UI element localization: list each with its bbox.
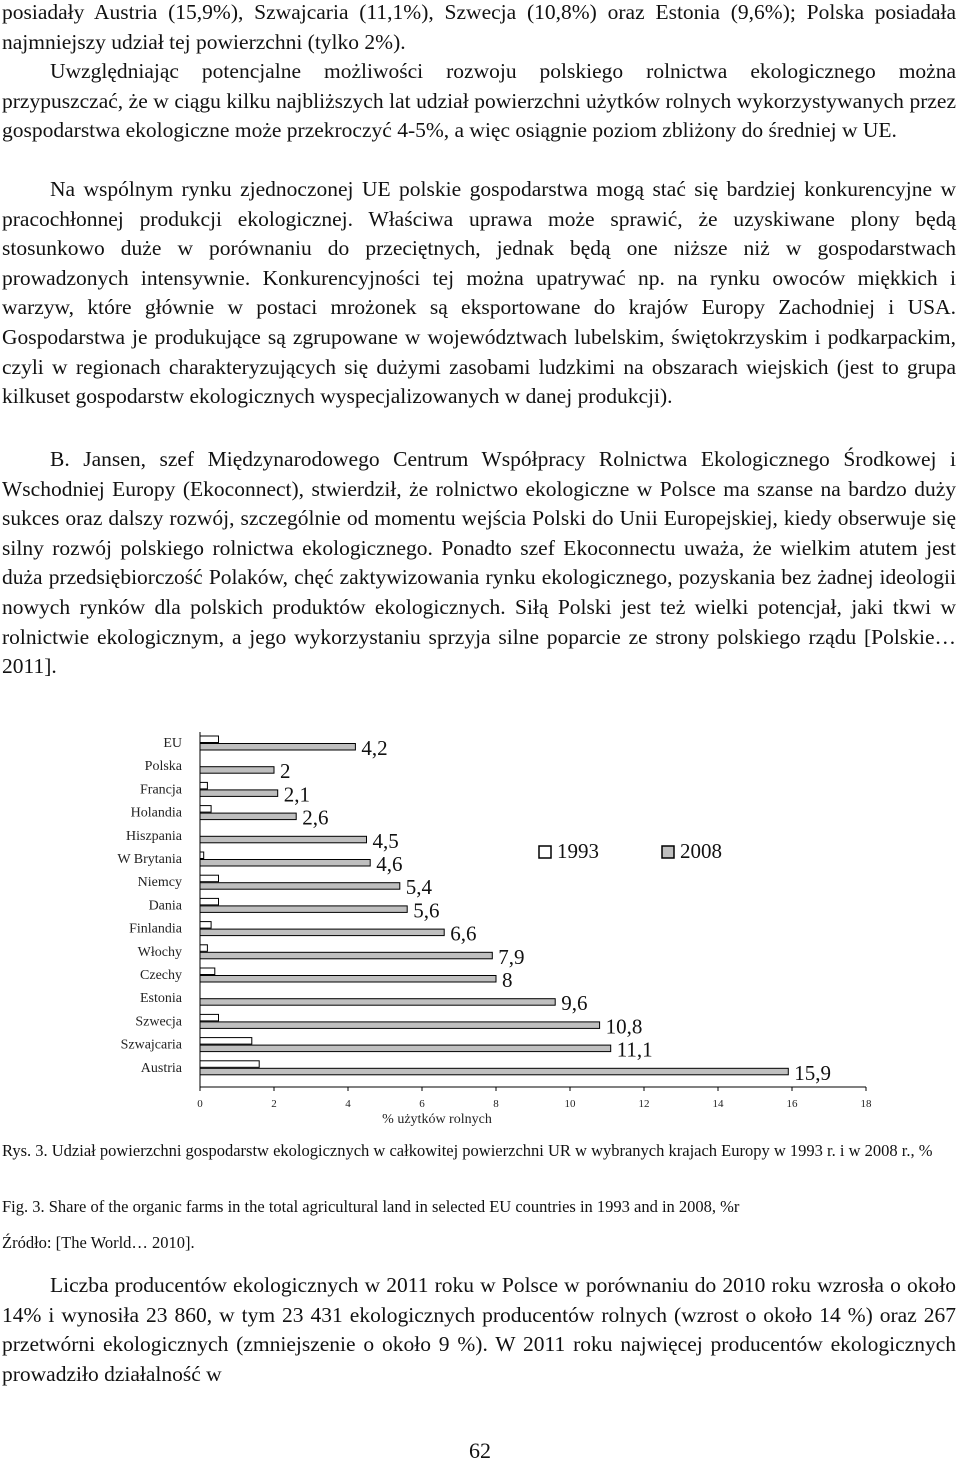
page-number: 62 xyxy=(469,1438,491,1463)
x-tick-label: 18 xyxy=(860,1098,872,1110)
data-label: 7,9 xyxy=(498,944,525,969)
data-label: 2 xyxy=(280,759,291,784)
bar-2008 xyxy=(200,999,555,1006)
data-label: 4,5 xyxy=(372,828,399,853)
bar-1993 xyxy=(200,736,219,743)
data-label: 5,4 xyxy=(405,875,433,900)
figure-source: Źródło: [The World… 2010]. xyxy=(2,1233,195,1252)
x-axis-title: % użytków rolnych xyxy=(382,1112,492,1127)
category-label: Estonia xyxy=(140,991,182,1007)
paragraph-2-text: Uwzględniając potencjalne możliwości rozwoju polskiego rolnictwa ekologicznego można przypuszczać, że w ciągu kilku najbliższych lat udział powierzchni użytków rolnych wykorzystywanych przez gospodarstwa ekologiczne może przekroczyć 4-5%, a więc osiągnie poziom zbliżony do średniej w UE. xyxy=(2,59,956,143)
data-label: 4,2 xyxy=(361,736,388,760)
bar-1993 xyxy=(200,1061,259,1068)
bar-2008 xyxy=(200,883,400,890)
paragraph-1: posiadały Austria (15,9%), Szwajcaria (11,1%), Szwecja (10,8%) oraz Estonia (9,6%); Polska posiadała najmniejszy udział tej powierzchni (tylko 2%). xyxy=(2,0,956,54)
paragraph-3 xyxy=(2,175,956,412)
data-label: 2,1 xyxy=(283,782,310,807)
x-tick-label: 12 xyxy=(638,1098,650,1110)
figure-chart xyxy=(0,722,960,1132)
bar-1993 xyxy=(200,922,211,929)
figure-caption-pl: Rys. 3. Udział powierzchni gospodarstw ekologicznych w całkowitej powierzchni UR w wybranych krajach Europy w 1993 r. i w 2008 r., % xyxy=(2,1141,933,1160)
bar-1993 xyxy=(200,875,219,882)
data-label: 5,6 xyxy=(413,898,440,923)
bar-2008 xyxy=(200,1022,600,1029)
data-label: 6,6 xyxy=(450,921,477,946)
category-label: Holandia xyxy=(130,805,182,821)
paragraph-4-text: B. Jansen, szef Międzynarodowego Centrum Współpracy Rolnictwa Ekologicznego Środkowej i Wschodniej Europy (Ekoconnect), stwierdził, że rolnictwo ekologiczne w Polsce ma szanse na bardzo duży sukces oraz dalszy rozwój, szczególnie od momentu wejścia Polski do Unii Europejskiej, kiedy obserwuje się silny rozwój polskiego rolnictwa ekologicznego. Ponadto szef Ekoconnectu uważa, że wielkim atutem jest duża przedsiębiorczość Polaków, chęć zaktywizowania rynku ekologicznego, pozyskania bez żadnej ideologii nowych rynków dla polskich produktów ekologicznych. Siłą Polski jest też wielki potencjał, jaki tkwi w rolnictwie ekologicznym, a jego wykorzystaniu sprzyja silne poparcie ze strony polskiego rządu [Polskie… 2011]. xyxy=(2,447,956,679)
category-label: Finlandia xyxy=(129,921,182,937)
category-label: Austria xyxy=(140,1060,182,1076)
data-label: 4,6 xyxy=(376,852,403,876)
x-tick-label: 14 xyxy=(712,1098,724,1110)
paragraph-5-text: Liczba producentów ekologicznych w 2011 roku w Polsce w porównaniu do 2010 roku wzrosła o około 14% i wynosiła 23 860, w tym 23 431 ekologicznych producentów rolnych (wzrost o około 14 %) oraz 267 przetwórni ekologicznych (zmniejszenie o około 9 %). W 2011 roku najwięcej producentów ekologicznych prowadziło działalność w xyxy=(2,1273,956,1386)
bar-1993 xyxy=(200,782,207,789)
bar-1993 xyxy=(200,1038,252,1045)
bar-2008 xyxy=(200,813,296,820)
category-label: Francja xyxy=(140,782,182,798)
category-label: Szwecja xyxy=(135,1014,182,1030)
category-label: Włochy xyxy=(137,944,182,960)
data-label: 8 xyxy=(502,968,513,992)
data-label: 11,1 xyxy=(616,1037,653,1062)
data-label: 10,8 xyxy=(605,1014,643,1039)
bar-2008 xyxy=(200,767,274,774)
bar-1993 xyxy=(200,968,215,975)
x-tick-label: 2 xyxy=(271,1098,277,1110)
bar-2008 xyxy=(200,976,496,983)
category-label: Polska xyxy=(144,759,182,775)
x-tick-label: 16 xyxy=(786,1098,798,1110)
paragraph-3-text: Na wspólnym rynku zjednoczonej UE polskie gospodarstwa mogą stać się bardziej konkurencyjne w pracochłonnej produkcji ekologicznej. Właściwa uprawa może sprawić, że uzyskiwane plony będą stosunkowo duże w porównaniu do przeciętnych, jednak będą one niższe niż w gospodarstwach prowadzonych intensywnie. Konkurencyjności tej można upatrywać np. na rynku owoców miękkich i warzyw, które głównie w postaci mrożonek są eksportowane do krajów Europy Zachodniej i USA. Gospodarstwa je produkujące są zgrupowane w województwach lubelskim, świętokrzyskim i podkarpackim, czyli w regionach charakteryzujących się dużymi zasobami ludzkimi na obszarach wiejskich (jest to grupa kilkuset gospodarstw ekologicznych wyspecjalizowanych w danej produkcji). xyxy=(2,177,956,409)
legend-swatch-1993 xyxy=(539,846,551,858)
bar-2008 xyxy=(200,1068,788,1075)
category-label: Szwajcaria xyxy=(120,1037,182,1053)
paragraph-4 xyxy=(2,445,956,682)
category-label: Dania xyxy=(148,898,182,914)
bar-2008 xyxy=(200,906,407,913)
x-tick-label: 8 xyxy=(493,1098,499,1110)
bar-chart xyxy=(0,722,960,1132)
bar-2008 xyxy=(200,860,370,867)
bar-1993 xyxy=(200,852,204,859)
x-tick-label: 6 xyxy=(419,1098,425,1110)
bar-1993 xyxy=(200,945,207,952)
x-tick-label: 4 xyxy=(345,1098,351,1110)
bar-1993 xyxy=(200,806,211,813)
legend-label-2008: 2008 xyxy=(680,839,722,863)
data-label: 2,6 xyxy=(302,805,329,830)
figure-caption-en: Fig. 3. Share of the organic farms in the total agricultural land in selected EU countries in 1993 and in 2008, %r xyxy=(2,1197,740,1216)
bar-2008 xyxy=(200,929,444,936)
category-label: Niemcy xyxy=(137,875,182,891)
bar-2008 xyxy=(200,744,355,751)
data-label: 15,9 xyxy=(794,1060,832,1085)
bar-2008 xyxy=(200,1045,611,1052)
paragraph-2 xyxy=(2,57,956,146)
bar-2008 xyxy=(200,952,492,959)
x-tick-label: 10 xyxy=(564,1098,576,1110)
bar-1993 xyxy=(200,1014,219,1021)
legend-label-1993: 1993 xyxy=(557,839,599,863)
category-label: W Brytania xyxy=(117,852,182,867)
category-label: Czechy xyxy=(140,968,182,983)
legend-swatch-2008 xyxy=(662,846,674,858)
bar-2008 xyxy=(200,790,278,797)
x-tick-label: 0 xyxy=(197,1098,203,1110)
category-label: Hiszpania xyxy=(126,828,182,844)
data-label: 9,6 xyxy=(561,991,588,1016)
category-label: EU xyxy=(163,736,182,751)
bar-2008 xyxy=(200,836,367,843)
paragraph-5 xyxy=(2,1271,956,1389)
bar-1993 xyxy=(200,898,219,905)
